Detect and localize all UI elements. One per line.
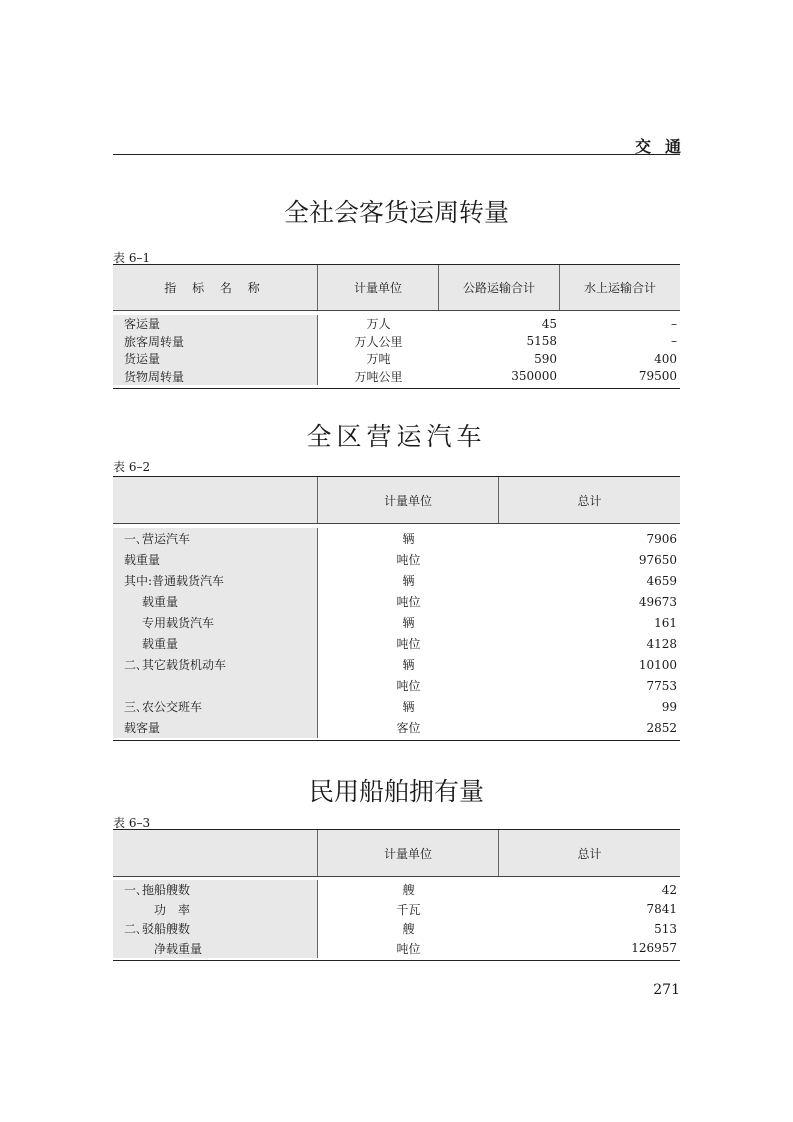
- name-column: [113, 315, 318, 385]
- table-1-frame: [113, 264, 680, 389]
- row-unit: 辆: [402, 574, 415, 588]
- row-total: 97650: [638, 552, 677, 567]
- row-name: 一､拖船艘数: [124, 883, 191, 898]
- page-number: 271: [653, 982, 680, 998]
- row-total: 7841: [646, 902, 677, 917]
- row-unit: 客位: [396, 721, 421, 735]
- row-name: 旅客周转量: [124, 334, 185, 349]
- row-total: 42: [661, 882, 677, 897]
- row-unit: 万吨: [366, 352, 391, 367]
- table-2: [113, 476, 680, 741]
- table-1-title: 全社会客货运周转量: [283, 198, 509, 227]
- row-road-value: 590: [534, 351, 557, 366]
- row-unit: 吨位: [396, 637, 421, 651]
- water-column: [560, 315, 680, 385]
- header-cell: 水上运输合计: [583, 281, 656, 295]
- row-total: 7753: [646, 678, 677, 693]
- row-unit: 辆: [402, 532, 415, 546]
- row-name: 载客量: [124, 721, 161, 735]
- row-total: 7906: [646, 531, 677, 546]
- row-unit: 辆: [402, 700, 415, 714]
- row-unit: 万吨公里: [354, 369, 403, 384]
- table-2-label: 表 6–2: [113, 460, 151, 474]
- header-cell: 计量单位: [318, 830, 499, 876]
- header-cell: 总计: [577, 493, 602, 508]
- row-unit: 艘: [402, 922, 415, 937]
- header-cell: [113, 477, 318, 523]
- row-unit: 吨位: [396, 553, 421, 567]
- row-unit: 吨位: [396, 941, 421, 956]
- row-total: 126957: [631, 941, 677, 956]
- row-road-value: 5158: [526, 334, 557, 349]
- header-cell: 总计: [577, 846, 602, 861]
- row-water-value: 79500: [638, 369, 677, 384]
- row-road-value: 45: [541, 316, 557, 331]
- row-name: 载重量: [124, 553, 161, 567]
- row-name: 载重量: [142, 637, 179, 651]
- header-rule: [113, 154, 680, 155]
- total-column: [499, 880, 680, 958]
- row-unit: 万人: [366, 317, 391, 332]
- row-name: 其中:普通载货汽车: [124, 574, 225, 588]
- row-water-value: –: [671, 316, 677, 331]
- table-3-header: [113, 830, 680, 877]
- table-2-body: [113, 524, 680, 740]
- row-unit: 艘: [402, 883, 415, 898]
- row-name: 货运量: [124, 352, 161, 367]
- row-name: 三､农公交班车: [124, 700, 203, 714]
- row-name: 二､驳船艘数: [124, 922, 191, 937]
- row-road-value: 350000: [511, 369, 557, 384]
- header-cell: [113, 830, 318, 876]
- table-3-label: 表 6–3: [113, 816, 151, 830]
- table-3: [113, 829, 680, 961]
- row-name: 功 率: [154, 902, 191, 917]
- table-2-header: [113, 477, 680, 524]
- running-header-section: 交通: [634, 137, 695, 156]
- row-total: 161: [654, 615, 677, 630]
- table-1-header: [113, 265, 680, 311]
- row-name: 净载重量: [154, 941, 203, 956]
- unit-column: [318, 315, 439, 385]
- header-cell: 指 标 名 称: [113, 265, 318, 310]
- row-unit: 吨位: [396, 679, 421, 693]
- row-total: 49673: [638, 594, 677, 609]
- row-name: 专用载货汽车: [142, 616, 215, 630]
- name-column: [113, 528, 318, 738]
- row-name: 一､营运汽车: [124, 532, 191, 546]
- row-name: 载重量: [142, 595, 179, 609]
- row-total: 10100: [638, 657, 677, 672]
- row-unit: 辆: [402, 658, 415, 672]
- row-unit: 万人公里: [354, 334, 403, 349]
- header-cell: 公路运输合计: [439, 265, 560, 310]
- row-name: 货物周转量: [124, 369, 185, 384]
- header-cell: 计量单位: [318, 477, 499, 523]
- table-2-title: 全区营运汽车: [306, 422, 487, 451]
- table-1: [113, 264, 680, 389]
- row-water-value: 400: [654, 351, 677, 366]
- table-1-body: [113, 311, 680, 388]
- name-column: [113, 880, 318, 958]
- table-3-title: 民用船舶拥有量: [308, 777, 484, 806]
- row-total: 99: [661, 699, 677, 714]
- row-total: 4659: [646, 573, 677, 588]
- header-cell: 计量单位: [318, 265, 439, 310]
- table-1-label: 表 6–1: [113, 251, 151, 265]
- table-2-frame: [113, 476, 680, 741]
- row-total: 4128: [646, 636, 677, 651]
- unit-column: [318, 880, 499, 958]
- road-column: [439, 315, 560, 385]
- row-name: 二､其它载货机动车: [124, 658, 227, 672]
- row-name: [113, 675, 317, 696]
- row-unit: 千瓦: [396, 902, 421, 917]
- table-3-frame: [113, 829, 680, 961]
- row-total: 513: [654, 921, 677, 936]
- total-column: [499, 528, 680, 738]
- row-name: 客运量: [124, 317, 161, 332]
- unit-column: [318, 528, 499, 738]
- row-total: 2852: [646, 720, 677, 735]
- table-3-body: [113, 877, 680, 960]
- row-unit: 吨位: [396, 595, 421, 609]
- row-unit: 辆: [402, 616, 415, 630]
- row-water-value: –: [671, 334, 677, 349]
